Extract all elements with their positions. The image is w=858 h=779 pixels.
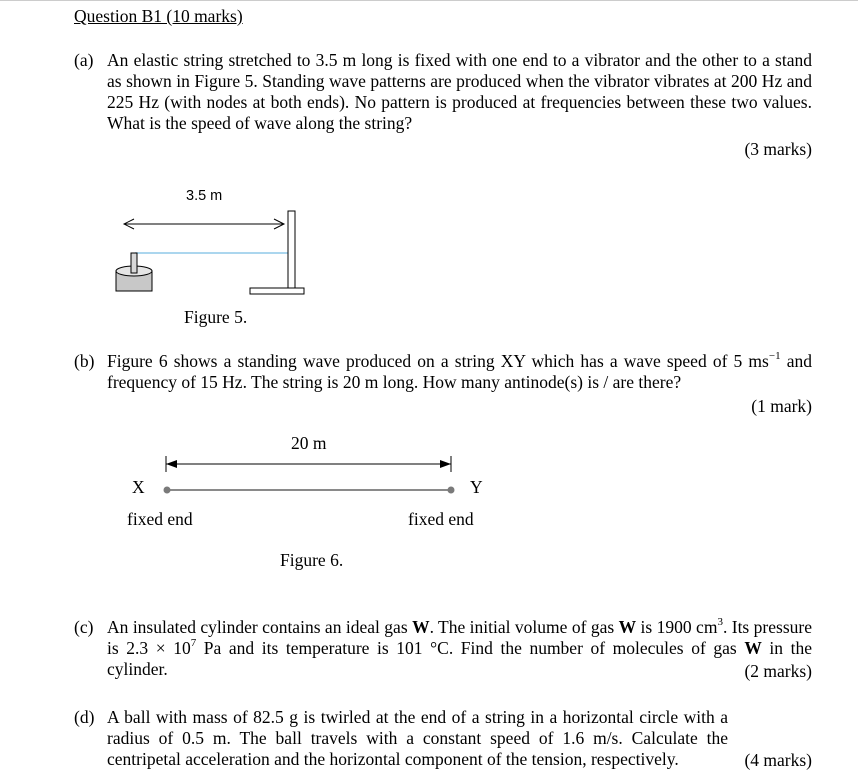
figure6-caption: Figure 6. xyxy=(280,550,344,570)
part-b-text xyxy=(107,351,812,393)
part-a xyxy=(74,50,812,134)
part-b-marks: (1 mark) xyxy=(751,396,812,416)
part-a-marks: (3 marks) xyxy=(744,139,812,159)
figure6-label-x: X xyxy=(132,477,145,497)
part-c-text-2: . The initial volume of gas xyxy=(429,617,619,637)
figure5-stand-pole xyxy=(288,211,295,289)
part-c-volume: is 1900 cm xyxy=(636,617,718,637)
part-c xyxy=(74,617,812,680)
part-c-marks: (2 marks) xyxy=(744,661,812,681)
figure5-vibrator-rod xyxy=(131,253,137,273)
part-d xyxy=(74,707,812,770)
part-c-label: (c) xyxy=(74,617,94,637)
figure6-arrowhead-left xyxy=(166,460,177,468)
figure6-length-label: 20 m xyxy=(291,433,327,453)
part-c-text-1: An insulated cylinder contains an ideal gas xyxy=(107,617,413,637)
figure6-left-end-label: fixed end xyxy=(127,509,193,529)
figure6-label-y: Y xyxy=(470,477,483,497)
part-c-text-3: Pa and its temperature is 101 °C. Find the number of molecules of gas xyxy=(196,638,745,658)
part-c-text xyxy=(107,617,812,680)
part-b-text-1: Figure 6 shows a standing wave produced on a string XY which has a wave speed of 5 ms xyxy=(107,351,769,371)
part-c-gas-w-3: W xyxy=(744,638,762,658)
part-c-gas-w: W xyxy=(412,617,430,637)
part-b-text-2: and frequency of 15 Hz. The string is 20 m long. How many antinode(s) is / are there? xyxy=(107,351,812,392)
top-border xyxy=(0,0,858,1)
figure6-arrowhead-right xyxy=(440,460,451,468)
part-a-text: An elastic string stretched to 3.5 m long is fixed with one end to a vibrator and the other to a stand as shown in Figure 5. Standing wave patterns are produced when the vibrator vibrates at 200 Hz and 225 Hz (with nodes at both ends). No pattern is produced at frequencies between these two values. What is the speed of wave along the string? xyxy=(107,50,812,133)
figure6-end-y xyxy=(448,487,455,494)
part-b-unit-exponent: −1 xyxy=(768,350,781,363)
part-b-label: (b) xyxy=(74,351,95,371)
figure5-length-label: 3.5 m xyxy=(186,188,223,204)
part-d-label: (d) xyxy=(74,707,95,727)
figure6-diagram xyxy=(150,452,470,502)
figure5-caption: Figure 5. xyxy=(184,307,248,327)
figure5-diagram xyxy=(110,205,310,300)
figure6-right-end-label: fixed end xyxy=(408,509,474,529)
part-b xyxy=(74,351,812,393)
part-a-label: (a) xyxy=(74,50,94,70)
figure6-end-x xyxy=(164,487,171,494)
part-c-text-4: in the cylinder. xyxy=(107,638,812,679)
part-c-volume-exponent: 3 xyxy=(717,616,723,629)
question-title: Question B1 (10 marks) xyxy=(74,6,243,26)
part-c-pressure-exponent: 7 xyxy=(190,637,197,650)
part-d-marks: (4 marks) xyxy=(744,750,812,770)
part-d-text: A ball with mass of 82.5 g is twirled at the end of a string in a horizontal circle with a radius of 0.5 m. The ball travels with a constant speed of 1.6 m/s. Calculate the centripetal acceleration and the horizontal component of the tension, respectively. xyxy=(107,707,728,769)
part-c-gas-w-2: W xyxy=(618,617,637,637)
figure5-stand-base xyxy=(250,288,304,294)
part-c-pressure: . Its pressure is 2.3 × 10 xyxy=(107,617,812,658)
